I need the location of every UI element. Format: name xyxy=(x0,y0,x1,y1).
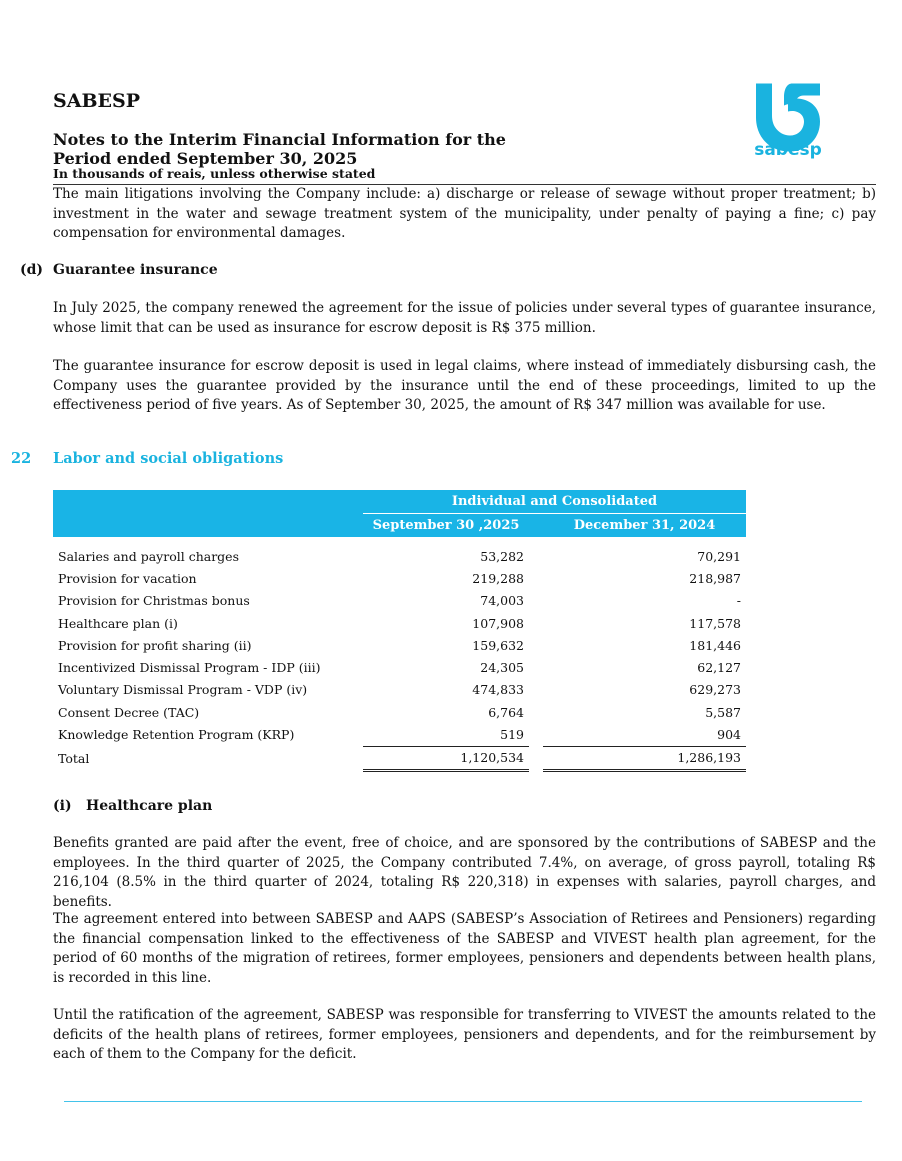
footer-divider xyxy=(64,1101,862,1102)
value-dec-2024: 5,587 xyxy=(705,704,741,720)
logo-wordmark: sabesp xyxy=(754,140,822,160)
value-sep-2025: 24,305 xyxy=(480,660,524,676)
table-group-header-row xyxy=(53,490,746,514)
value-dec-2024: 117,578 xyxy=(689,615,741,631)
guarantee-paragraph-1: In July 2025, the company renewed the agreement for the issue of policies under several types of guarantee insurance, whose limit that can be used as insurance for escrow deposit is R$ 375 million. xyxy=(53,300,876,336)
row-label: Salaries and payroll charges xyxy=(58,548,239,564)
row-label: Provision for vacation xyxy=(58,570,197,586)
value-sep-2025: 6,764 xyxy=(488,704,524,720)
value-dec-2024: 62,127 xyxy=(697,660,741,676)
total-label: Total xyxy=(58,750,90,766)
value-sep-2025: 159,632 xyxy=(472,637,524,653)
table-row xyxy=(53,656,746,678)
row-label: Healthcare plan (i) xyxy=(58,615,178,631)
company-name: SABESP xyxy=(53,90,141,112)
table-row xyxy=(53,679,746,701)
row-label: Voluntary Dismissal Program - VDP (iv) xyxy=(58,682,308,698)
table-row xyxy=(53,590,746,612)
guarantee-heading: Guarantee insurance xyxy=(53,262,218,278)
document-title xyxy=(53,130,506,168)
litigation-paragraph: The main litigations involving the Company include: a) discharge or release of sewage without proper treatment; b) investment in the water and sewage treatment system of the municipality, under penalty of paying a fine; c) pay compensation for environmental damages. xyxy=(53,186,876,241)
table-row xyxy=(53,723,746,746)
group-header: Individual and Consolidated xyxy=(363,490,746,514)
title-line-2: Period ended September 30, 2025 xyxy=(53,149,358,168)
row-label: Consent Decree (TAC) xyxy=(58,704,200,720)
value-sep-2025: 519 xyxy=(500,727,524,743)
table-total-row xyxy=(53,746,746,770)
healthcare-paragraph-2: The agreement entered into between SABESP and AAPS (SABESP’s Association of Retirees and Pensioners) regarding the financial compensation linked to the effectiveness of the SABESP and VIVEST health plan agreement, for the period of 60 months of the migration of retirees, former employees, pensioners and dependents between health plans, is recorded in this line. xyxy=(53,911,876,986)
value-dec-2024: 904 xyxy=(717,727,741,743)
labor-obligations-table xyxy=(53,490,746,772)
table-row xyxy=(53,612,746,634)
value-dec-2024: 181,446 xyxy=(689,637,741,653)
value-dec-2024: 70,291 xyxy=(697,548,741,564)
section-number: 22 xyxy=(11,450,32,467)
column-header-dec-2024: December 31, 2024 xyxy=(543,514,746,538)
section-title: Labor and social obligations xyxy=(53,450,284,467)
row-label: Provision for Christmas bonus xyxy=(58,593,250,609)
table-row xyxy=(53,567,746,589)
units-note: In thousands of reais, unless otherwise stated xyxy=(53,166,376,181)
table-row xyxy=(53,634,746,656)
total-sep-2025: 1,120,534 xyxy=(363,746,529,770)
value-sep-2025: 219,288 xyxy=(472,570,524,586)
value-dec-2024: - xyxy=(736,593,741,609)
table-row xyxy=(53,701,746,723)
row-label: Knowledge Retention Program (KRP) xyxy=(58,727,295,743)
healthcare-paragraph-3: Until the ratification of the agreement, SABESP was responsible for transferring to VIVEST the amounts related to the deficits of the health plans of retirees, former employees, pensioners and dependents, and for the reimbursement by each of them to the Company for the deficit. xyxy=(53,1007,876,1062)
total-dec-2024: 1,286,193 xyxy=(543,746,746,770)
value-sep-2025: 474,833 xyxy=(472,682,524,698)
table-column-header-row xyxy=(53,514,746,538)
value-dec-2024: 218,987 xyxy=(689,570,741,586)
guarantee-label: (d) xyxy=(20,262,44,278)
row-label: Provision for profit sharing (ii) xyxy=(58,637,252,653)
value-sep-2025: 107,908 xyxy=(472,615,524,631)
guarantee-paragraph-2: The guarantee insurance for escrow deposit is used in legal claims, where instead of immediately disbursing cash, the Company uses the guarantee provided by the insurance until the end of these proceedings, limited to up the effectiveness period of five years. As of September 30, 2025, the amount of R$ 347 million was available for use. xyxy=(53,358,876,413)
row-label: Incentivized Dismissal Program - IDP (iii) xyxy=(58,660,321,676)
table-row xyxy=(53,545,746,567)
healthcare-paragraph-1: Benefits granted are paid after the event, free of choice, and are sponsored by the contributions of SABESP and the employees. In the third quarter of 2025, the Company contributed 7.4%, on average, of gross payroll, totaling R$ 216,104 (8.5% in the third quarter of 2024, totaling R$ 220,318) in expenses with salaries, payroll charges, and benefits. xyxy=(53,835,876,910)
value-sep-2025: 53,282 xyxy=(480,548,524,564)
value-sep-2025: 74,003 xyxy=(480,593,524,609)
healthcare-heading: Healthcare plan xyxy=(86,798,213,814)
value-dec-2024: 629,273 xyxy=(689,682,741,698)
column-header-sep-2025: September 30 ,2025 xyxy=(363,514,529,538)
title-line-1: Notes to the Interim Financial Information for the xyxy=(53,130,506,149)
healthcare-label: (i) xyxy=(53,798,72,814)
